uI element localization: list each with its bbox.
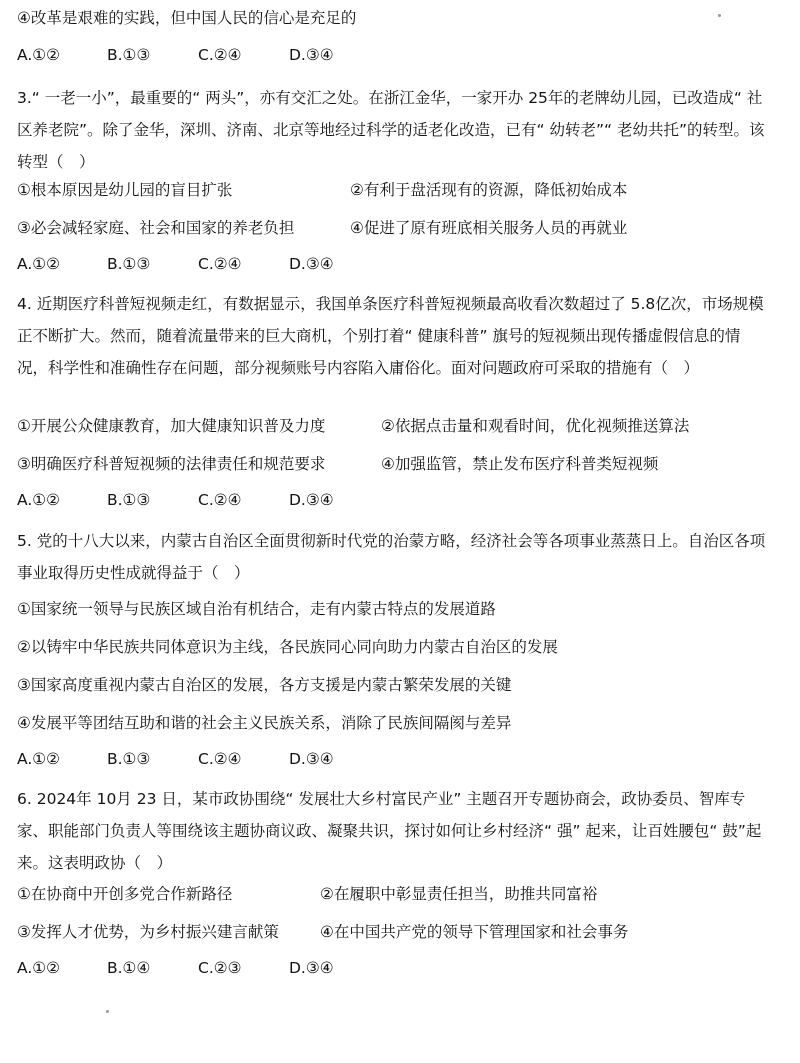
- choice-d: D.③④: [289, 46, 334, 64]
- option-4: ④促进了原有班底相关服务人员的再就业: [350, 219, 628, 237]
- choice-b: B.①④: [107, 959, 151, 977]
- question-4-options-row-2: [17, 452, 780, 474]
- choice-b: B.①③: [107, 255, 151, 273]
- choice-d: D.③④: [289, 750, 334, 768]
- option-4: ④在中国共产党的领导下管理国家和社会事务: [320, 923, 629, 941]
- option-3: ③国家高度重视内蒙古自治区的发展，各方支援是内蒙古繁荣发展的关键: [17, 676, 512, 694]
- choice-c: C.②④: [198, 46, 242, 64]
- choice-c: C.②③: [198, 959, 242, 977]
- choice-a: A.①②: [17, 46, 61, 64]
- question-3-stem: 3.“ 一老一小”，最重要的“ 两头”，亦有交汇之处。在浙江金华，一家开办 25年的老牌幼儿园，已改造成“ 社区养老院”。除了金华，深圳、济南、北京等地经过科学的适老化改造，已有“ 幼转老”“ 老幼共托”的转型。该转型（ ）: [17, 89, 765, 171]
- choice-a: A.①②: [17, 959, 61, 977]
- option-3: ③必会减轻家庭、社会和国家的养老负担: [17, 219, 295, 237]
- option-1: ①国家统一领导与民族区域自治有机结合，走有内蒙古特点的发展道路: [17, 600, 496, 618]
- choice-d: D.③④: [289, 959, 334, 977]
- choice-d: D.③④: [289, 255, 334, 273]
- choice-a: A.①②: [17, 491, 61, 509]
- question-3-options-row-1: [17, 178, 780, 200]
- option-4: ④发展平等团结互助和谐的社会主义民族关系，消除了民族间隔阂与差异: [17, 714, 512, 732]
- question-4-options-row-1: [17, 414, 780, 436]
- option-2: ②依据点击量和观看时间，优化视频推送算法: [381, 417, 690, 435]
- option-4: ④加强监管，禁止发布医疗科普类短视频: [381, 455, 659, 473]
- scan-speck: [106, 1010, 109, 1013]
- question-6-options-row-2: [17, 920, 780, 942]
- option-3: ③明确医疗科普短视频的法律责任和规范要求: [17, 455, 326, 473]
- option-2: ②有利于盘活现有的资源，降低初始成本: [350, 181, 628, 199]
- choice-d: D.③④: [289, 491, 334, 509]
- choice-a: A.①②: [17, 750, 61, 768]
- choice-c: C.②④: [198, 255, 242, 273]
- choice-b: B.①③: [107, 750, 151, 768]
- scan-speck: [718, 14, 721, 17]
- option-2: ②以铸牢中华民族共同体意识为主线，各民族同心同向助力内蒙古自治区的发展: [17, 638, 558, 656]
- question-6-stem: 6. 2024年 10月 23 日，某市政协围绕“ 发展壮大乡村富民产业” 主题召开专题协商会，政协委员、智库专家、职能部门负责人等围绕该主题协商议政、凝聚共识，探讨如何让乡村经济“ 强” 起来，让百姓腰包“ 鼓”起来。这表明政协（ ）: [17, 790, 762, 872]
- option-1: ①根本原因是幼儿园的盲目扩张: [17, 181, 233, 199]
- question-6-options-row-1: [17, 882, 780, 904]
- question-4-stem: 4. 近期医疗科普短视频走红，有数据显示，我国单条医疗科普短视频最高收看次数超过了 5.8亿次，市场规模正不断扩大。然而，随着流量带来的巨大商机，个别打着“ 健康科普” 旗号的短视频出现传播虚假信息的情况，科学性和准确性存在问题，部分视频账号内容陷入庸俗化。面对问题政府可采取的措施有（ ）: [17, 295, 764, 377]
- choice-b: B.①③: [107, 491, 151, 509]
- question-5-stem: 5. 党的十八大以来，内蒙古自治区全面贯彻新时代党的治蒙方略，经济社会等各项事业蒸蒸日上。自治区各项事业取得历史性成就得益于（ ）: [17, 532, 766, 582]
- choice-c: C.②④: [198, 750, 242, 768]
- prev-option-4: ④改革是艰难的实践，但中国人民的信心是充足的: [17, 9, 357, 27]
- choice-b: B.①③: [107, 46, 151, 64]
- choice-a: A.①②: [17, 255, 61, 273]
- question-3-options-row-2: [17, 216, 780, 238]
- option-1: ①在协商中开创多党合作新路径: [17, 885, 233, 903]
- option-1: ①开展公众健康教育，加大健康知识普及力度: [17, 417, 326, 435]
- option-3: ③发挥人才优势，为乡村振兴建言献策: [17, 923, 279, 941]
- option-2: ②在履职中彰显责任担当，助推共同富裕: [320, 885, 598, 903]
- choice-c: C.②④: [198, 491, 242, 509]
